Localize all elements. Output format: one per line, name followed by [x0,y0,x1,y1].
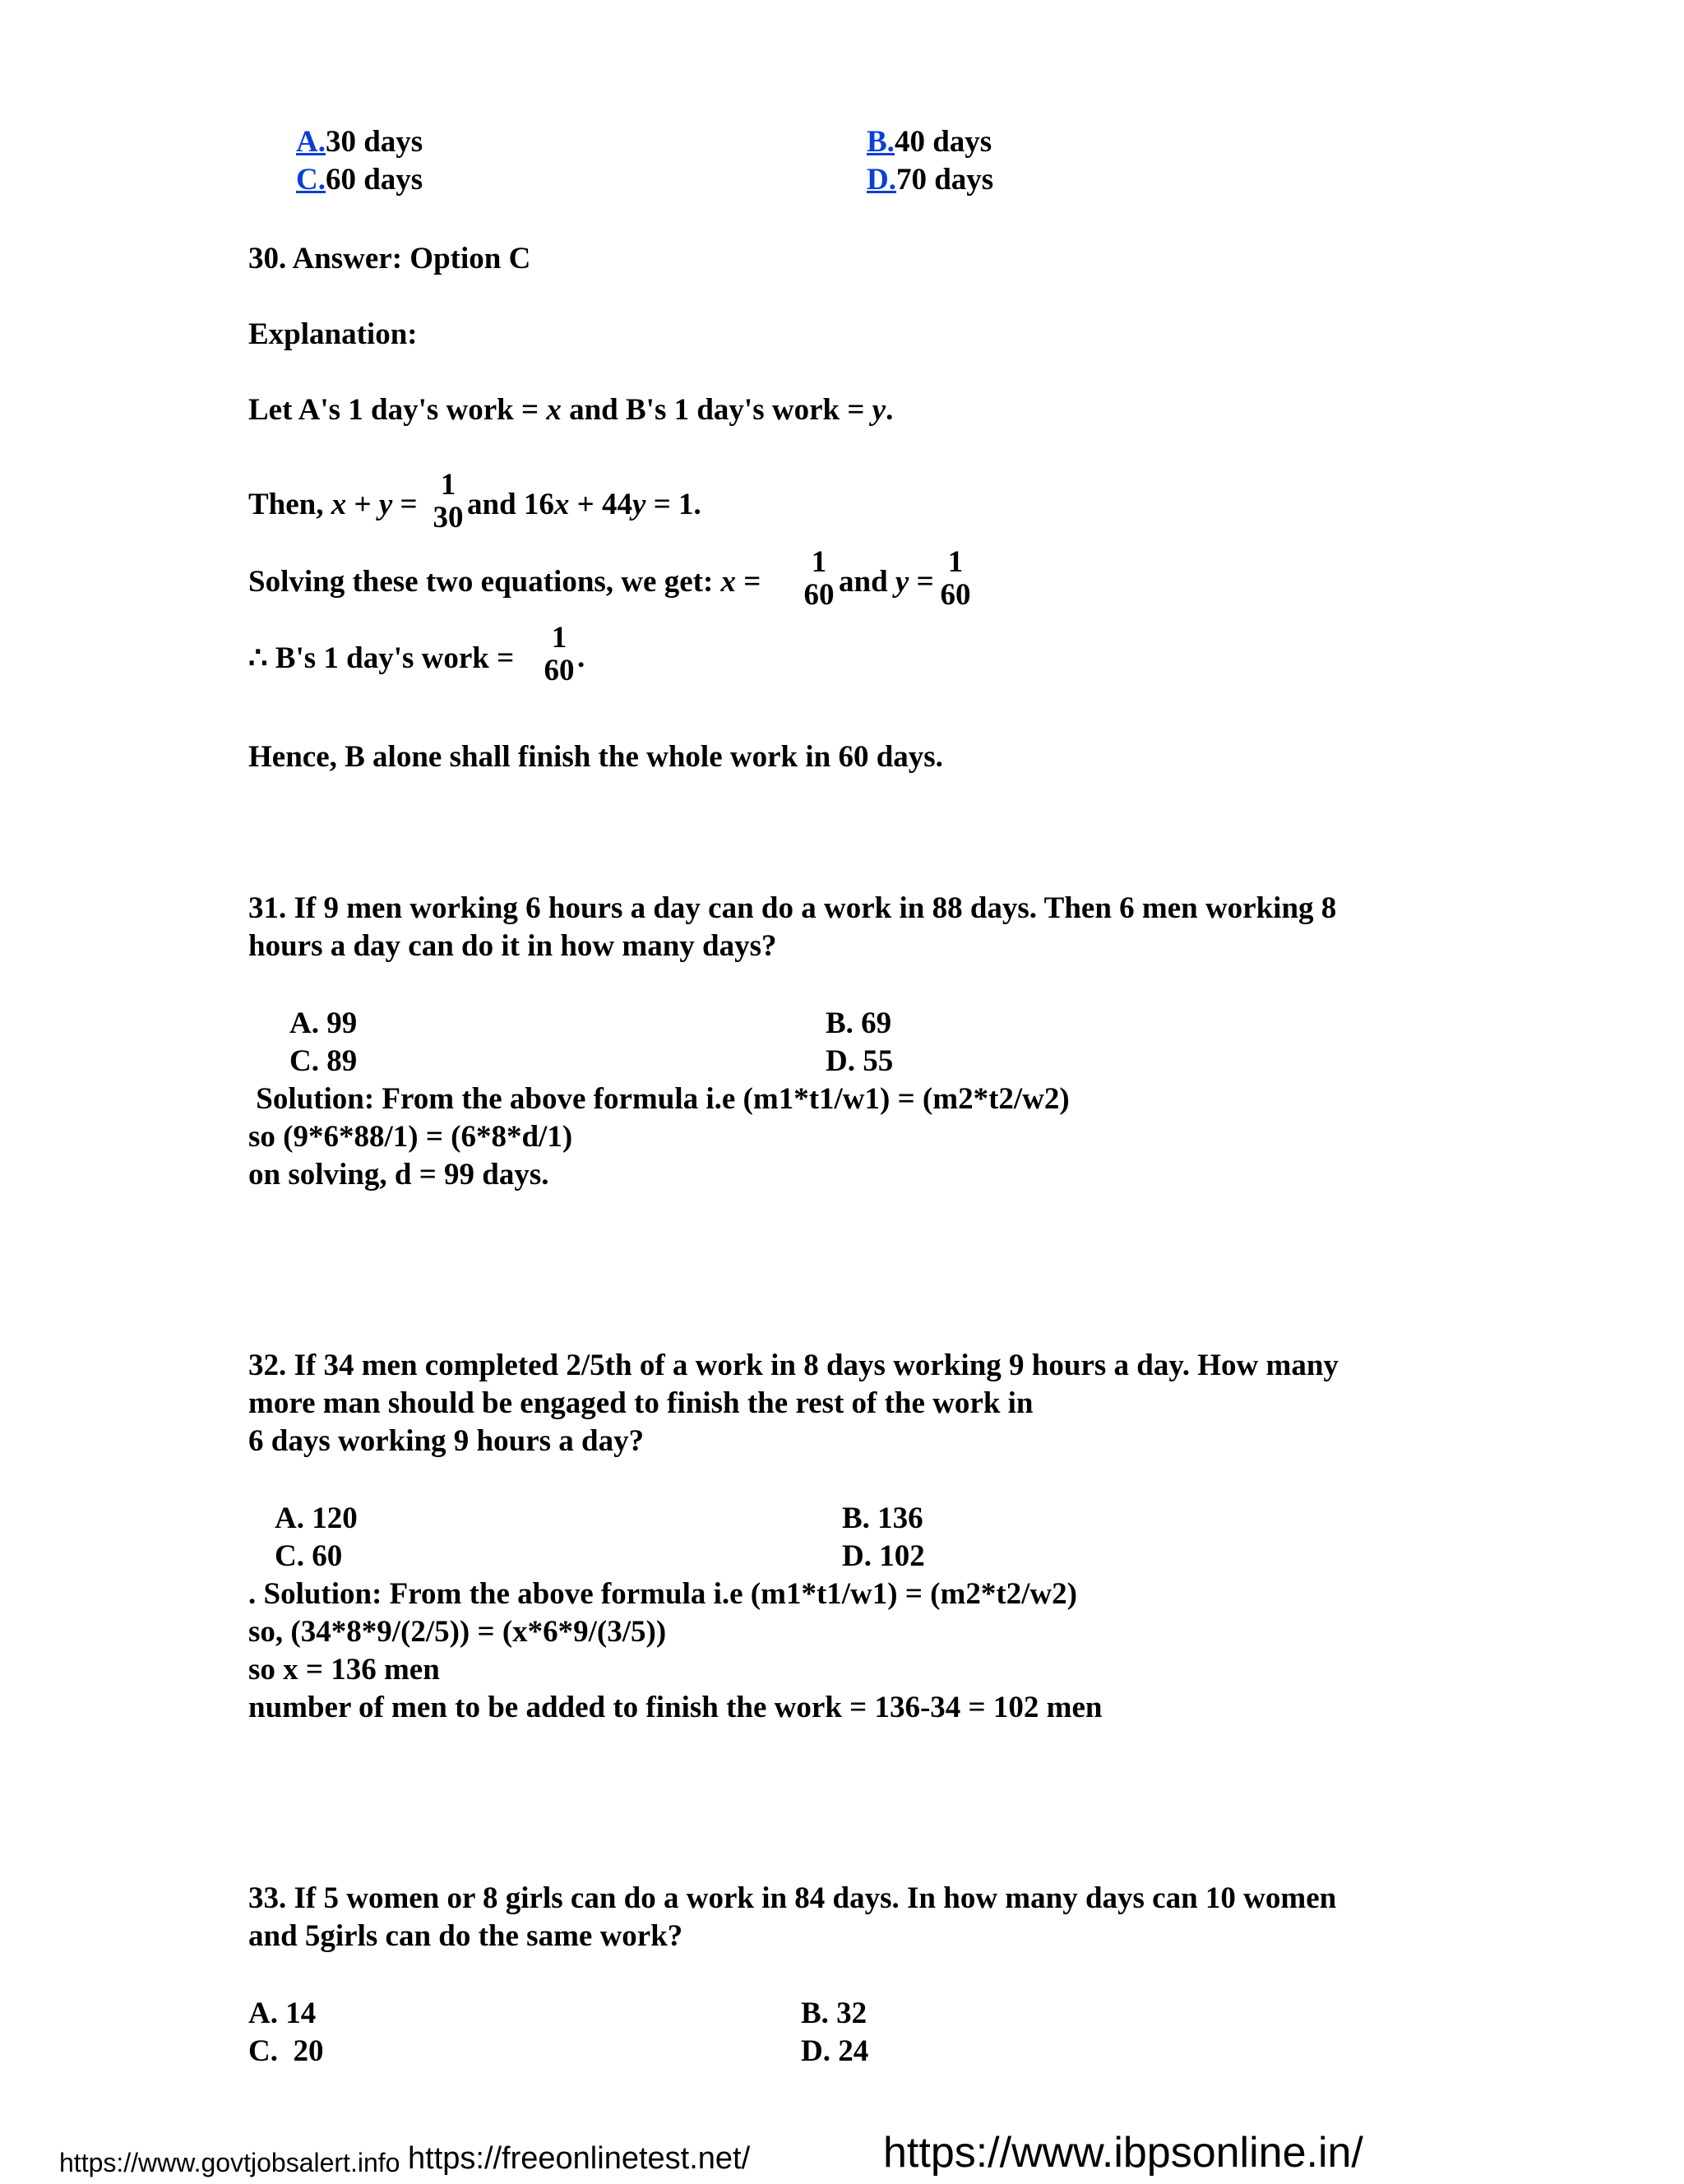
q32-question-line-1: 32. If 34 men completed 2/5th of a work in 8 days working 9 hours a day. How many [248,1349,1339,1382]
fraction-1-60-x: 1 60 [803,545,835,612]
q30-option-b-link[interactable]: B. [867,125,895,159]
fraction-1-30: 1 30 [433,468,464,534]
q32-option-b: B. 136 [842,1502,923,1535]
q30-option-a-text: 30 days [325,125,423,159]
q32-solution-line-3: so x = 136 men [248,1653,440,1687]
q33-question-line-2: and 5girls can do the same work? [248,1919,683,1953]
q32-option-d: D. 102 [842,1539,925,1573]
q30-solve-equation: Solving these two equations, we get: x = 1 60 and y = 1 60 [248,546,1071,622]
q30-let-line: Let A's 1 day's work = x and B's 1 day's work = y. [248,393,894,427]
q31-option-b: B. 69 [826,1006,892,1040]
q31-option-d: D. 55 [826,1044,894,1078]
fraction-1-60-y: 1 60 [940,545,971,612]
q31-question-line-1: 31. If 9 men working 6 hours a day can do a work in 88 days. Then 6 men working 8 [248,891,1337,925]
q33-option-a: A. 14 [248,1997,317,2030]
q31-solution-line-1: Solution: From the above formula i.e (m1*t1/w1) = (m2*t2/w2) [248,1082,1070,1116]
q33-option-c: C. 20 [248,2034,324,2068]
q31-solution-line-3: on solving, d = 99 days. [248,1158,549,1191]
q32-question-line-3: 6 days working 9 hours a day? [248,1424,645,1458]
q31-option-a: A. 99 [289,1006,358,1040]
q33-option-b: B. 32 [801,1997,867,2030]
q30-option-b [867,123,992,161]
q31-option-c: C. 89 [289,1044,358,1078]
q30-option-d-link[interactable]: D. [867,163,896,197]
q31-question-line-2: hours a day can do it in how many days? [248,929,777,963]
q30-option-c [296,161,423,199]
q32-solution-line-4: number of men to be added to finish the work = 136-34 = 102 men [248,1691,1103,1724]
q30-option-c-text: 60 days [325,163,423,197]
q32-option-c: C. 60 [275,1539,343,1573]
fraction-1-60-b: 1 60 [544,621,575,687]
q31-solution-line-2: so (9*6*88/1) = (6*8*d/1) [248,1120,573,1154]
q30-option-a [296,123,423,161]
q32-option-a: A. 120 [275,1502,358,1535]
q32-solution-line-2: so, (34*8*9/(2/5)) = (x*6*9/(3/5)) [248,1615,667,1649]
q33-question-line-1: 33. If 5 women or 8 girls can do a work in 84 days. In how many days can 10 women [248,1881,1337,1915]
q30-explanation-label: Explanation: [248,317,418,351]
q30-answer: 30. Answer: Option C [248,242,531,275]
q30-option-d-text: 70 days [895,163,994,197]
q30-option-b-text: 40 days [894,125,992,159]
q30-hence: Hence, B alone shall finish the whole work in 60 days. [248,740,943,774]
q30-then-equation: Then, x + y = 1 30 and 16x + 44y = 1. [248,468,701,534]
q30-option-a-link[interactable]: A. [296,125,326,159]
footer-link-freeonlinetest[interactable]: https://freeonlinetest.net/ [408,2141,751,2176]
footer-link-govtjobsalert[interactable]: https://www.govtjobsalert.info [59,2148,400,2177]
footer-link-ibpsonline[interactable]: https://www.ibpsonline.in/ [883,2129,1363,2177]
q32-solution-line-1: . Solution: From the above formula i.e (m1*t1/w1) = (m2*t2/w2) [248,1577,1077,1611]
q32-question-line-2: more man should be engaged to finish the rest of the work in [248,1386,1034,1420]
q30-option-d [867,161,993,199]
q30-option-c-link[interactable]: C. [296,163,326,197]
q30-therefore-equation: ∴ B's 1 day's work = 1 60 . [248,621,585,687]
q33-option-d: D. 24 [801,2034,869,2068]
